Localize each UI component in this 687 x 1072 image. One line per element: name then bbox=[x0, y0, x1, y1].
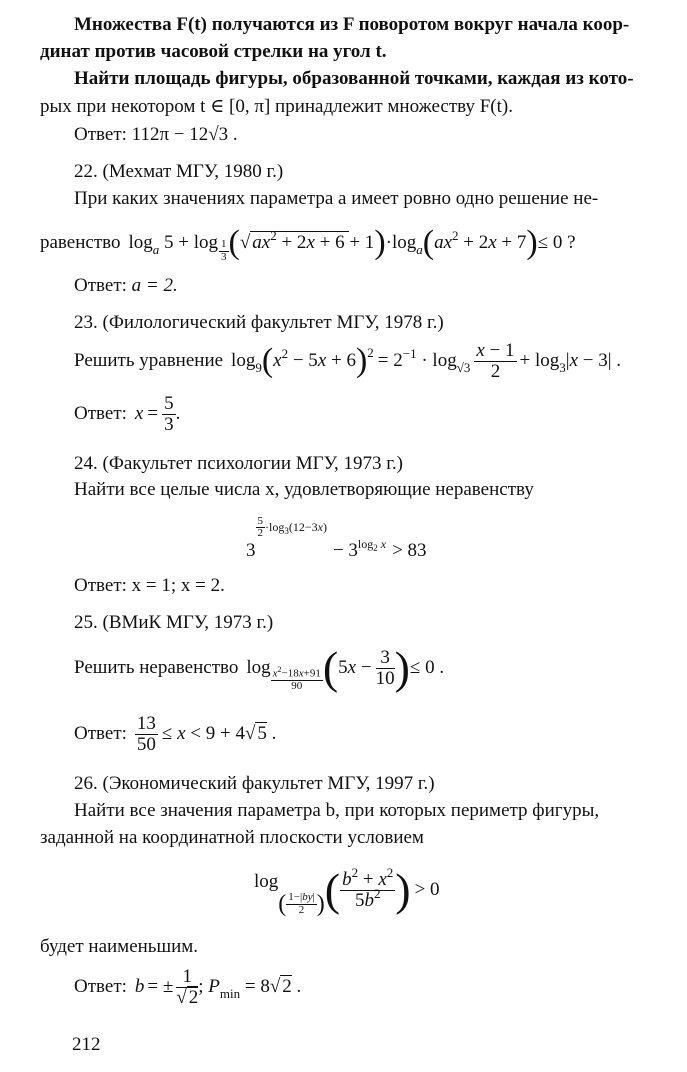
intro-line-1: Множества F(t) получаются из F поворотом вокруг начала коор- bbox=[74, 14, 630, 35]
problem-26-line-2: заданной на координатной плоскости условием bbox=[40, 827, 424, 848]
problem-22-prefix: равенство bbox=[40, 232, 121, 253]
problem-26-line-3: будет наименьшим. bbox=[40, 936, 199, 957]
problem-22-header: 22. (Мехмат МГУ, 1980 г.) bbox=[74, 161, 284, 182]
intro-line-2: динат против часовой стрелки на угол t. bbox=[40, 41, 387, 62]
problem-22-inequality: равенство $\log_a 5 + \log$ $\frac{1}{3}$ ( √ $ax^2 + 2x + 6 + 1$ ) $\cdot\log_a$ ( $ax^2 + 2x + 7$ ) ≤ 0 ? bbox=[40, 224, 576, 263]
answer-value: a = 2. bbox=[131, 275, 178, 296]
problem-24-header: 24. (Факультет психологии МГУ, 1973 г.) bbox=[74, 453, 403, 474]
problem-26-answer: Ответ: b = ± $\frac{1}{√ 2}$ ; $P_{min} = 8√$ 2 . bbox=[74, 965, 302, 1008]
answer-value: x = 1; x = 2. bbox=[131, 575, 225, 596]
problem-25-prefix: Решить неравенство bbox=[74, 657, 239, 678]
problem-23-equation: Решить уравнение $\log_9$ ( $x^2 - 5x + 6$ ) 2 = $2^{-1} \cdot \log_{√3}$ $\frac{x - 1}{2}$ + $\log_3|x - 3|$ . bbox=[74, 339, 622, 382]
problem-26-line-1: Найти все значения параметра b, при которых периметр фигуры, bbox=[74, 800, 600, 821]
intro-line-3: Найти площадь фигуры, образованной точками, каждая из кото- bbox=[74, 68, 634, 89]
answer-label: Ответ: bbox=[74, 575, 127, 596]
problem-23-header: 23. (Филологический факультет МГУ, 1978 г.) bbox=[74, 312, 444, 333]
problem-25-header: 25. (ВМиК МГУ, 1973 г.) bbox=[74, 612, 274, 633]
answer-label: Ответ: bbox=[74, 723, 127, 744]
problem-24-inequality: 3 $\frac{5}{2}$ $\cdot\log_3(12-3x)$ − 3 $\log_2 x$ > 83 bbox=[246, 514, 427, 561]
answer-label: Ответ: bbox=[74, 275, 127, 296]
page-number: 212 bbox=[72, 1034, 101, 1055]
answer-value: 112π − 12√3 . bbox=[131, 124, 238, 145]
answer-label: Ответ: bbox=[74, 124, 127, 145]
problem-24-line-1: Найти все целые числа x, удовлетворяющие неравенству bbox=[74, 479, 534, 500]
problem-25-answer: Ответ: $\frac{13}{50}$ ≤ x < 9 + 4√ 5 . bbox=[74, 712, 277, 755]
problem-25-inequality: Решить неравенство log $\frac{x^2-18x+91}{90}$ ( 5x − $\frac{3}{10}$ ) ≤ 0 . bbox=[74, 642, 445, 693]
problem-26-inequality: log ( $\frac{1-|by|}{2}$ ) ( $\frac{b^2 + x^2}{5b^2}$ ) > 0 bbox=[254, 864, 440, 917]
intro-answer bbox=[74, 124, 238, 146]
problem-23-answer: Ответ: x = $\frac{5}{3}$ . bbox=[74, 392, 181, 435]
answer-label: Ответ: bbox=[74, 976, 127, 997]
answer-label: Ответ: bbox=[74, 403, 127, 424]
intro-line-4: рых при некотором t ∈ [0, π] принадлежит множеству F(t). bbox=[40, 96, 513, 117]
problem-26-header: 26. (Экономический факультет МГУ, 1997 г.) bbox=[74, 773, 435, 794]
problem-23-prefix: Решить уравнение bbox=[74, 350, 224, 371]
problem-22-answer bbox=[74, 275, 178, 297]
problem-22-line-1: При каких значениях параметра a имеет ровно одно решение не- bbox=[74, 188, 599, 209]
problem-24-answer bbox=[74, 575, 225, 597]
